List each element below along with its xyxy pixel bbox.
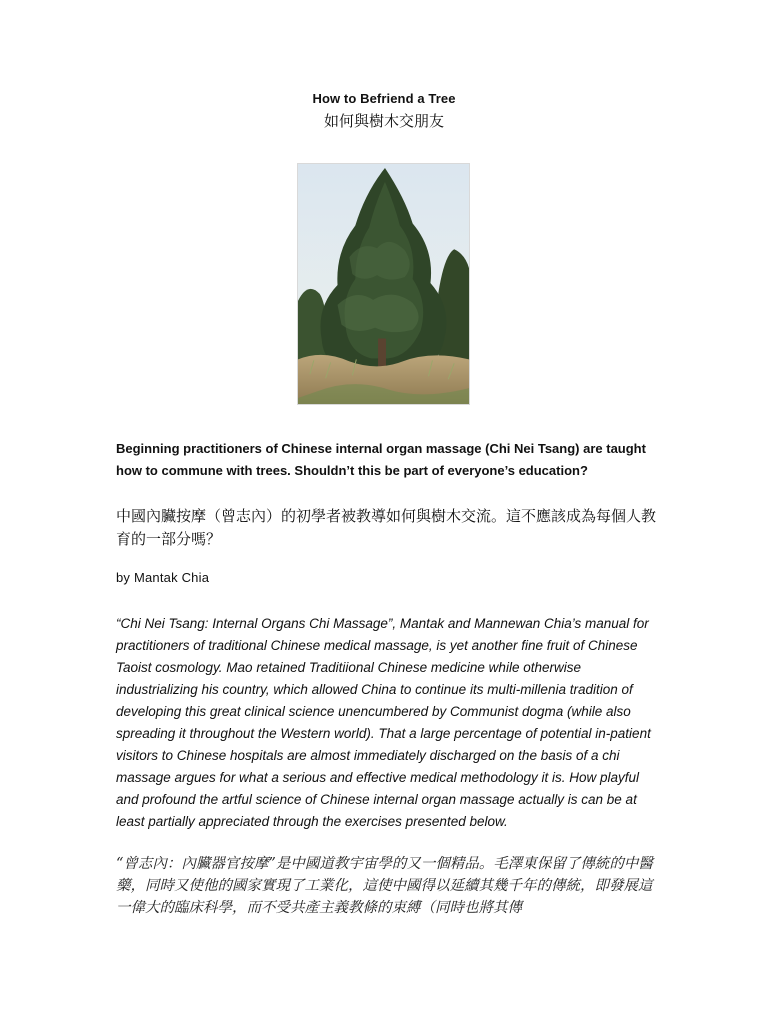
body-paragraph: “Chi Nei Tsang: Internal Organs Chi Massage”, Mantak and Mannewan Chia’s manual for practitioners of traditional Chinese medical massage, is yet another fine fruit of Chinese Taoist cosmology. Mao retained Traditiional Chinese medicine while otherwise industrializing his country, which allowed China to continue its multi-millenia tradition of developing this great clinical science unencumbered by Communist dogma (while also spreading it throughout the Western world). That a large percentage of potential in-patient visitors to Chinese hospitals are almost immediately discharged on the basis of a chi massage argues for what a serious and effective medical methodology it is. How playful and profound the artful science of Chinese internal organ massage actually is can be at least partially appreciated through the exercises presented below. xyxy=(116,616,651,829)
lead-paragraph-chinese: 中國內臟按摩（曾志內）的初學者被教導如何與樹木交流。這不應該成為每個人教育的一部分嗎？ xyxy=(116,507,657,548)
page-title-chinese: 如何與樹木交朋友 xyxy=(323,112,444,130)
byline: by Mantak Chia xyxy=(116,570,210,585)
body-paragraph-chinese: “曾志內：內臟器官按摩”是中國道教宇宙學的又一個精品。毛澤東保留了傳統的中醫藥，同時又使他的國家實現了工業化，這使中國得以延續其幾千年的傳統，即發展這一偉大的臨床科學，而不受共產主義教條的束縛（同時也將其傳 xyxy=(116,856,653,916)
lead-paragraph: Beginning practitioners of Chinese internal organ massage (Chi Nei Tsang) are taught how to commune with trees. Shouldn’t this be part of everyone’s education? xyxy=(116,441,646,478)
tree-photo xyxy=(297,163,470,405)
page-title: How to Befriend a Tree xyxy=(312,91,456,106)
tree-illustration xyxy=(298,164,469,404)
